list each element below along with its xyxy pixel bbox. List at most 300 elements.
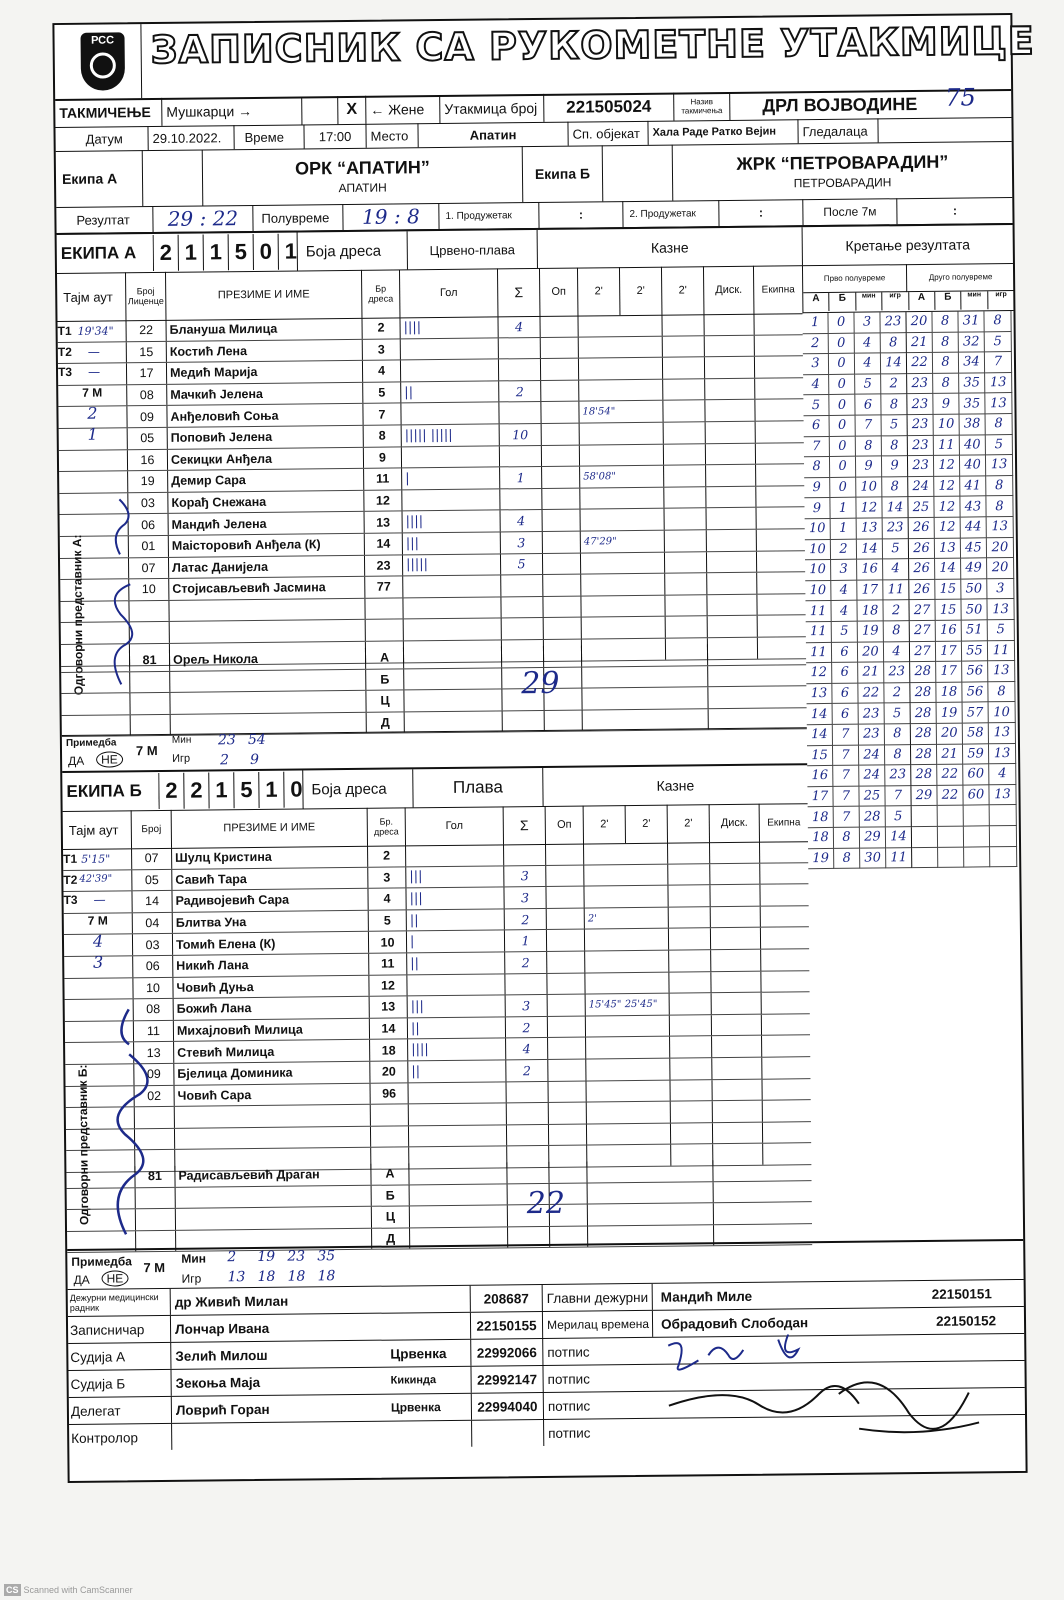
empty-cell [990, 805, 1017, 826]
progress-cell: 3 [831, 560, 857, 581]
col-license: Број Лиценце [125, 272, 166, 320]
progress-cell: 17 [807, 787, 833, 808]
player-pen [580, 574, 664, 595]
jersey-color: Црвено-плава [407, 230, 537, 269]
col-player: игр [882, 292, 909, 310]
col-min: мин [856, 292, 883, 310]
progress-cell: 12 [856, 498, 882, 519]
progress-cell: 25 [908, 497, 934, 518]
empty-cell [586, 1123, 670, 1144]
empty-cell [662, 379, 704, 400]
team-b-total: 22 [526, 1185, 566, 1222]
progress-cell: 50 [961, 600, 987, 621]
player-goals [400, 338, 498, 360]
progress-cell: 2 [803, 334, 829, 355]
player-goals [402, 576, 500, 598]
match-number: 221505024 [543, 93, 673, 122]
empty-cell [704, 400, 754, 421]
progress-cell: 12 [935, 518, 961, 539]
progress-cell: 8 [986, 476, 1013, 497]
player-pen [584, 972, 668, 993]
col-player: игр [995, 291, 1007, 299]
col-2min: 2' [667, 804, 709, 842]
player-lic: 07 [128, 557, 168, 578]
empty-cell [912, 847, 938, 868]
player-lic: 15 [126, 341, 166, 362]
progress-cell: 8 [884, 621, 910, 642]
m7-minute: 23 [287, 1248, 306, 1265]
empty-cell [706, 551, 756, 572]
player-goals: || [407, 1017, 505, 1039]
handwritten-signatures [658, 1332, 1019, 1446]
jersey-label: Боја дреса [297, 231, 407, 270]
empty-cell [586, 1160, 712, 1182]
player-sum: 3 [503, 866, 545, 887]
player-no: 12 [368, 975, 406, 996]
igr-label: Игр [172, 752, 191, 765]
player-no: 96 [370, 1083, 408, 1104]
venue-value: Хала Раде Ратко Вејин [647, 119, 797, 145]
progress-cell: 14 [881, 353, 907, 374]
empty-cell [130, 715, 170, 736]
empty-cell [755, 443, 804, 464]
m7-player: 18 [317, 1268, 336, 1285]
player-lic: 22 [125, 320, 165, 341]
progress-cell: 28 [911, 744, 937, 765]
player-lic: 08 [126, 385, 166, 406]
progress-cell: 8 [882, 436, 908, 457]
progress-cell: 0 [828, 313, 854, 334]
seven-meter-label: 7 М [87, 913, 108, 928]
empty-cell [547, 1016, 585, 1037]
progress-cell: 6 [833, 704, 859, 725]
progress-cell: 6 [804, 416, 830, 437]
progress-cell: 13 [987, 599, 1014, 620]
progress-cell: 26 [909, 518, 935, 539]
empty-cell [586, 1102, 670, 1123]
player-sum [498, 338, 540, 359]
empty-cell [587, 1203, 713, 1225]
progress-cell: 12 [934, 476, 960, 497]
team-b-code [158, 770, 308, 810]
time-label: Време [233, 124, 303, 149]
empty-cell [753, 313, 802, 334]
empty-cell [541, 488, 579, 509]
progress-cell: 44 [961, 517, 987, 538]
referee-a-city: Црвенка [390, 1345, 447, 1362]
empty-cell [546, 973, 584, 994]
progress-cell: 27 [910, 641, 936, 662]
player-no: 11 [368, 953, 406, 974]
player-no: 14 [369, 1018, 407, 1039]
player-no: 13 [364, 512, 402, 533]
progress-cell: 9 [804, 498, 830, 519]
player-name: Мандић Јелена [168, 512, 364, 535]
empty-cell [761, 1057, 810, 1078]
player-name: Медић Марија [166, 361, 362, 384]
scorer-label: Записничар [69, 1321, 145, 1338]
player-lic: 06 [132, 956, 172, 977]
empty-cell [990, 847, 1017, 868]
player-name: Савић Тара [171, 867, 367, 890]
col-team: Екипна [759, 803, 808, 842]
empty-cell [754, 356, 803, 377]
empty-cell [408, 1104, 506, 1126]
progress-cell: 59 [963, 744, 989, 765]
empty-cell [548, 1103, 586, 1124]
progress-cell: 43 [960, 497, 986, 518]
progress-cell: 0 [830, 457, 856, 478]
empty-cell [704, 335, 754, 356]
player-goals: |||| [402, 511, 500, 533]
player-no: 4 [362, 361, 400, 382]
player-sum: 4 [505, 1038, 547, 1059]
officials-label-text: Одговорни представник А: [69, 534, 86, 696]
progress-cell: 8 [932, 312, 958, 333]
timeout-3-value: — [87, 365, 101, 380]
divider [602, 145, 673, 202]
progress-cell: 4 [855, 333, 881, 354]
col-name: ПРЕЗИМЕ И ИМЕ [171, 808, 367, 848]
empty-cell [757, 616, 806, 637]
progress-cell: 23 [883, 518, 909, 539]
doctor-number: 208687 [470, 1285, 542, 1312]
player-lic: 17 [126, 363, 166, 384]
timeout-2-value: — [87, 344, 100, 359]
scorer-name: Лончар Ивана [170, 1313, 470, 1342]
empty-cell [713, 1202, 812, 1224]
player-sum [499, 489, 541, 510]
empty-cell [403, 668, 501, 690]
empty-cell [759, 884, 808, 905]
m7-minute: 23 [217, 732, 236, 749]
empty-cell [709, 885, 759, 906]
player-name: Блануша Милица [165, 318, 361, 341]
empty-cell [409, 1206, 507, 1228]
progress-cell: 25 [859, 786, 885, 807]
progress-cell: 5 [988, 620, 1015, 641]
progress-cell: 41 [960, 476, 986, 497]
empty-cell [667, 842, 709, 863]
date-value: 29.10.2022. [147, 125, 233, 150]
progress-cell: 8 [933, 373, 959, 394]
player-sum [500, 575, 542, 596]
empty-cell [408, 1125, 506, 1147]
empty-cell [581, 666, 707, 688]
team-b-name: ЖРК “ПЕТРОВАРАДИН” [736, 151, 949, 174]
player-pen [584, 951, 668, 972]
progress-cell: 16 [936, 621, 962, 642]
empty-cell [545, 887, 583, 908]
player-goals: | [401, 468, 499, 490]
empty-cell [704, 379, 754, 400]
signature-label: потпис [543, 1419, 653, 1446]
halftime-score: 19 : 8 [342, 203, 438, 230]
player-name: Блитва Уна [172, 911, 368, 934]
progress-cell: 57 [963, 703, 989, 724]
col-b: Б [935, 292, 962, 310]
empty-cell [664, 573, 706, 594]
ball-icon [90, 52, 116, 78]
progress-cell: 0 [829, 395, 855, 416]
player-goals: |||| [399, 316, 497, 338]
player-name: Божић Лана [173, 997, 369, 1020]
code-digit: 2 [158, 773, 183, 809]
progress-cell: 28 [911, 703, 937, 724]
player-goals: ||| [402, 532, 500, 554]
player-lic: 02 [134, 1085, 174, 1106]
place-value: Апатин [417, 122, 567, 148]
divider [142, 150, 203, 207]
progress-cell: 26 [909, 538, 935, 559]
player-lic: 01 [128, 536, 168, 557]
m7-player: 13 [227, 1269, 246, 1286]
timeout-1-value: 19'34" [77, 324, 114, 338]
player-no: 7 [362, 404, 400, 425]
progress-cell: 2 [831, 539, 857, 560]
empty-cell [661, 314, 703, 335]
chief-label: Главни дежурни [542, 1284, 652, 1311]
empty-cell [755, 464, 804, 485]
empty-cell [408, 1162, 506, 1184]
empty-cell [501, 646, 543, 667]
col-2min: 2' [583, 805, 625, 843]
team-a-name: ОРК “АПАТИН” [294, 156, 430, 179]
after7m-label: После 7м [802, 198, 896, 225]
player-goals: || [406, 952, 504, 974]
empty-cell [706, 530, 756, 551]
empty-cell [712, 1122, 762, 1143]
col-sum: Σ [503, 806, 545, 844]
empty-cell [706, 508, 756, 529]
player-goals: ||||| ||||| [401, 424, 499, 446]
progress-cell: 32 [959, 332, 985, 353]
empty-cell [712, 1159, 811, 1181]
overtime2-label: 2. Продужетак [622, 200, 718, 227]
progress-cell: 27 [909, 600, 935, 621]
empty-cell [669, 1080, 711, 1101]
page-title: ЗАПИСНИК СА РУКОМЕТНЕ УТАКМИЦЕ [150, 18, 1035, 73]
player-name: Човић Дуња [172, 975, 368, 998]
progress-cell: 7 [833, 786, 859, 807]
progress-cell: 8 [834, 828, 860, 849]
progress-cell: 13 [989, 785, 1016, 806]
player-pen [585, 1015, 669, 1036]
progress-cell: 5 [803, 395, 829, 416]
empty-cell [547, 1038, 585, 1059]
player-goals [401, 446, 499, 468]
player-no: 13 [369, 997, 407, 1018]
result-label: Резултат [76, 211, 130, 228]
delegate-label: Делегат [70, 1402, 121, 1419]
progress-cell: 3 [803, 354, 829, 375]
empty-cell [669, 1015, 711, 1036]
empty-cell [664, 530, 706, 551]
player-goals [408, 1082, 506, 1104]
progress-cell: 16 [807, 766, 833, 787]
empty-cell [703, 314, 753, 335]
m7-player: 18 [257, 1268, 276, 1285]
progress-cell: 16 [857, 560, 883, 581]
official-role: Ц [371, 1207, 409, 1228]
chief-number: 22150151 [931, 1285, 992, 1302]
progress-cell: 9 [804, 478, 830, 499]
empty-cell [662, 401, 704, 422]
progress-cell: 28 [911, 765, 937, 786]
player-pen [579, 423, 663, 444]
progress-cell: 14 [882, 498, 908, 519]
scanner-watermark [4, 1584, 133, 1596]
progress-cell: 17 [857, 580, 883, 601]
penalties-label: Казне [537, 227, 802, 268]
seven-meter-label: 7 М [82, 385, 103, 400]
player-no: 5 [368, 910, 406, 931]
progress-cell: 19 [937, 703, 963, 724]
progress-cell: 23 [908, 415, 934, 436]
player-no: 10 [368, 932, 406, 953]
referee-a-number: 22992066 [470, 1339, 542, 1366]
empty-cell [667, 864, 709, 885]
progress-cell: 13 [987, 517, 1014, 538]
col-disqualification: Диск. [703, 266, 753, 315]
seven-meter-goals: 1 [87, 424, 98, 444]
seven-meter-count: 2 [87, 403, 98, 423]
progress-cell: 5 [855, 374, 881, 395]
empty-cell [713, 1181, 812, 1203]
empty-cell [756, 572, 805, 593]
empty-cell [711, 1079, 761, 1100]
player-no: 4 [367, 889, 405, 910]
progress-cell: 51 [962, 620, 988, 641]
progress-cell: 9 [856, 457, 882, 478]
m7-player: 2 [220, 752, 230, 769]
empty-cell [709, 842, 759, 863]
empty-cell [542, 575, 580, 596]
col-warning: Оп [539, 268, 578, 316]
player-goals: ||| [405, 888, 503, 910]
progress-cell: 10 [805, 540, 831, 561]
delegate-number: 22994040 [471, 1393, 543, 1420]
player-lic: 06 [128, 514, 168, 535]
player-sum: 4 [497, 316, 539, 337]
remark-no-circled: НЕ [96, 751, 123, 767]
remark-no-circled: НЕ [101, 1270, 128, 1286]
scorer-number: 22150155 [470, 1312, 542, 1339]
progress-cell: 24 [908, 477, 934, 498]
empty-cell [129, 693, 169, 714]
team-b-timeouts [63, 848, 132, 972]
player-sum: 2 [504, 952, 546, 973]
progress-cell: 5 [832, 622, 858, 643]
empty-cell [938, 827, 964, 848]
jersey-label: Боја дреса [302, 769, 412, 808]
empty-cell [759, 841, 808, 862]
player-sum: 2 [505, 1017, 547, 1038]
empty-cell [370, 1105, 408, 1126]
player-sum: 2 [505, 1060, 547, 1081]
empty-cell [548, 1162, 586, 1183]
spectators-label: Гледалаца [797, 118, 877, 143]
progress-cell: 23 [885, 765, 911, 786]
chief-name: Мандић Миле [652, 1281, 928, 1310]
referee-a-label: Судија А [70, 1348, 126, 1365]
signature-label: потпис [543, 1392, 653, 1419]
sheet-header [54, 15, 1035, 101]
player-pen [585, 1080, 669, 1101]
player-sum [499, 446, 541, 467]
team-b-official-signature [99, 1004, 152, 1245]
team-b-label: Екипа Б [522, 145, 603, 202]
empty-cell [409, 1184, 507, 1206]
player-lic: 05 [127, 428, 167, 449]
progress-cell: 4 [831, 601, 857, 622]
player-lic: 03 [132, 934, 172, 955]
remark-label: Примедба [65, 737, 117, 749]
empty-cell [761, 1079, 810, 1100]
progress-cell: 8 [933, 353, 959, 374]
signature-label: потпис [542, 1338, 652, 1365]
gender-box-empty [301, 96, 337, 124]
m7-minute: 2 [227, 1249, 237, 1266]
empty-cell [762, 1100, 811, 1121]
col-2min: 2' [619, 267, 662, 315]
empty-cell [175, 1185, 371, 1208]
progress-cell: 22 [907, 353, 933, 374]
empty-cell [403, 646, 501, 668]
player-no: 11 [363, 469, 401, 490]
progress-cell: 23 [907, 374, 933, 395]
empty-cell [755, 508, 804, 529]
progress-cell: 50 [961, 579, 987, 600]
player-name: Шулц Кристина [171, 846, 367, 869]
progress-cell: 19 [808, 849, 834, 870]
player-lic: 08 [133, 999, 173, 1020]
col-timeout: Тајм аут [68, 821, 119, 838]
remark-yes: ДА [68, 753, 85, 768]
col-warning: Оп [545, 806, 583, 844]
col-team: Екипна [753, 265, 802, 314]
empty-cell [662, 357, 704, 378]
player-pen [578, 379, 662, 400]
empty-cell [403, 690, 501, 712]
player-goals: || [406, 909, 504, 931]
empty-cell [547, 1081, 585, 1102]
team-a-city: АПАТИН [338, 180, 387, 195]
player-pen [579, 487, 663, 508]
player-lic: 09 [133, 1064, 173, 1085]
empty-cell [663, 465, 705, 486]
progress-cell: 5 [985, 332, 1012, 353]
empty-cell [760, 906, 809, 927]
progress-cell: 6 [832, 642, 858, 663]
player-lic: 13 [133, 1042, 173, 1063]
overtime1-score: : [538, 201, 622, 228]
player-goals: |||| [407, 1039, 505, 1061]
player-sum: 3 [505, 995, 547, 1016]
player-no: 9 [363, 447, 401, 468]
progress-cell: 18 [808, 828, 834, 849]
player-pen [583, 886, 667, 907]
progress-cell: 8 [882, 477, 908, 498]
progress-cell: 4 [883, 559, 909, 580]
progress-cell: 7 [833, 766, 859, 787]
team-a-title: ЕКИПА А [60, 243, 137, 263]
progress-cell: 8 [933, 332, 959, 353]
penalties-label: Казне [542, 765, 807, 806]
m7-minute: 35 [317, 1248, 336, 1265]
player-name: Маісторовић Анђела (К) [168, 534, 364, 557]
progress-cell: 26 [909, 580, 935, 601]
